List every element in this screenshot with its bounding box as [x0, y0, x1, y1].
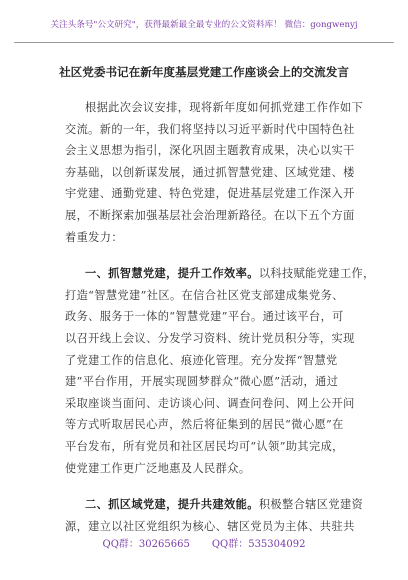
footer [0, 535, 408, 550]
paragraph-line: 展，不断探索加强基层社会治理新路径。在以下五个方面 [65, 208, 355, 222]
paragraph-line: 宇党建、通勤党建、特色党建，促进基层党建工作深入开 [65, 187, 355, 201]
header-divider [14, 42, 394, 43]
paragraph-line: 以召开线上会议、分发学习资料、统计党员积分等，实现 [65, 331, 355, 345]
paragraph-line: 着重发力： [65, 230, 123, 244]
paragraph-line: 交流。新的一年，我们将坚持以习近平新时代中国特色社 [65, 122, 355, 136]
section-heading-line [65, 263, 375, 285]
footer-qq-group-2: QQ群：535304092 [211, 539, 306, 550]
document-body [65, 97, 375, 537]
paragraph-line: 平台发布，所有党员和社区居民均可“认领”助其完成， [65, 439, 344, 453]
section-text: 以科技赋能党建工作， [258, 267, 375, 281]
paragraph-line: 使党建工作更广泛地惠及人民群众。 [65, 461, 251, 475]
paragraph-line: 打造“智慧党建”社区。在信合社区党支部建成集党务、 [65, 288, 344, 302]
paragraph-line: 了党建工作的信息化、痕迹化管理。充分发挥“智慧党 [65, 353, 338, 367]
document-title: 社区党委书记在新年度基层党建工作座谈会上的交流发言 [59, 65, 349, 79]
section-heading-line [65, 494, 364, 516]
paragraph-line: 建”平台作用，开展实现圆梦群众“微心愿”活动，通过 [65, 375, 339, 389]
paragraph-gap [65, 248, 349, 263]
section-text: 积极整合辖区党建资 [258, 498, 364, 512]
paragraph-line: 根据此次会议安排，现将新年度如何抓党建工作作如下 [85, 101, 364, 114]
header-banner: 关注头条号"公文研究"，获得最新最全最专业的公文资料库！ 微信：gongwenyj [50, 20, 358, 30]
paragraph-line: 等方式听取居民心声，然后将征集到的居民“微心愿”在 [65, 418, 344, 432]
paragraph-line: 会主义思想为指引，深化巩固主题教育成果，决心以实干 [65, 144, 355, 158]
paragraph-line: 采取座谈当面问、走访谈心问、调查问卷问、网上公开问 [65, 396, 355, 410]
paragraph-line: 政务、服务于一体的“智慧党建”平台。通过该平台，可 [65, 310, 344, 324]
section-heading: 一、抓智慧党建，提升工作效率。 [85, 266, 259, 281]
paragraph-line: 夯基础，以创新谋发展，通过抓智慧党建、区域党建、楼 [65, 165, 355, 179]
footer-qq-group-1: QQ群：30265665 [102, 539, 190, 550]
paragraph-line: 源，建立以社区党组织为核心、辖区党员为主体、共驻共 [65, 519, 355, 533]
section-heading: 二、抓区域党建，提升共建效能。 [85, 497, 259, 512]
paragraph-gap [65, 479, 349, 494]
